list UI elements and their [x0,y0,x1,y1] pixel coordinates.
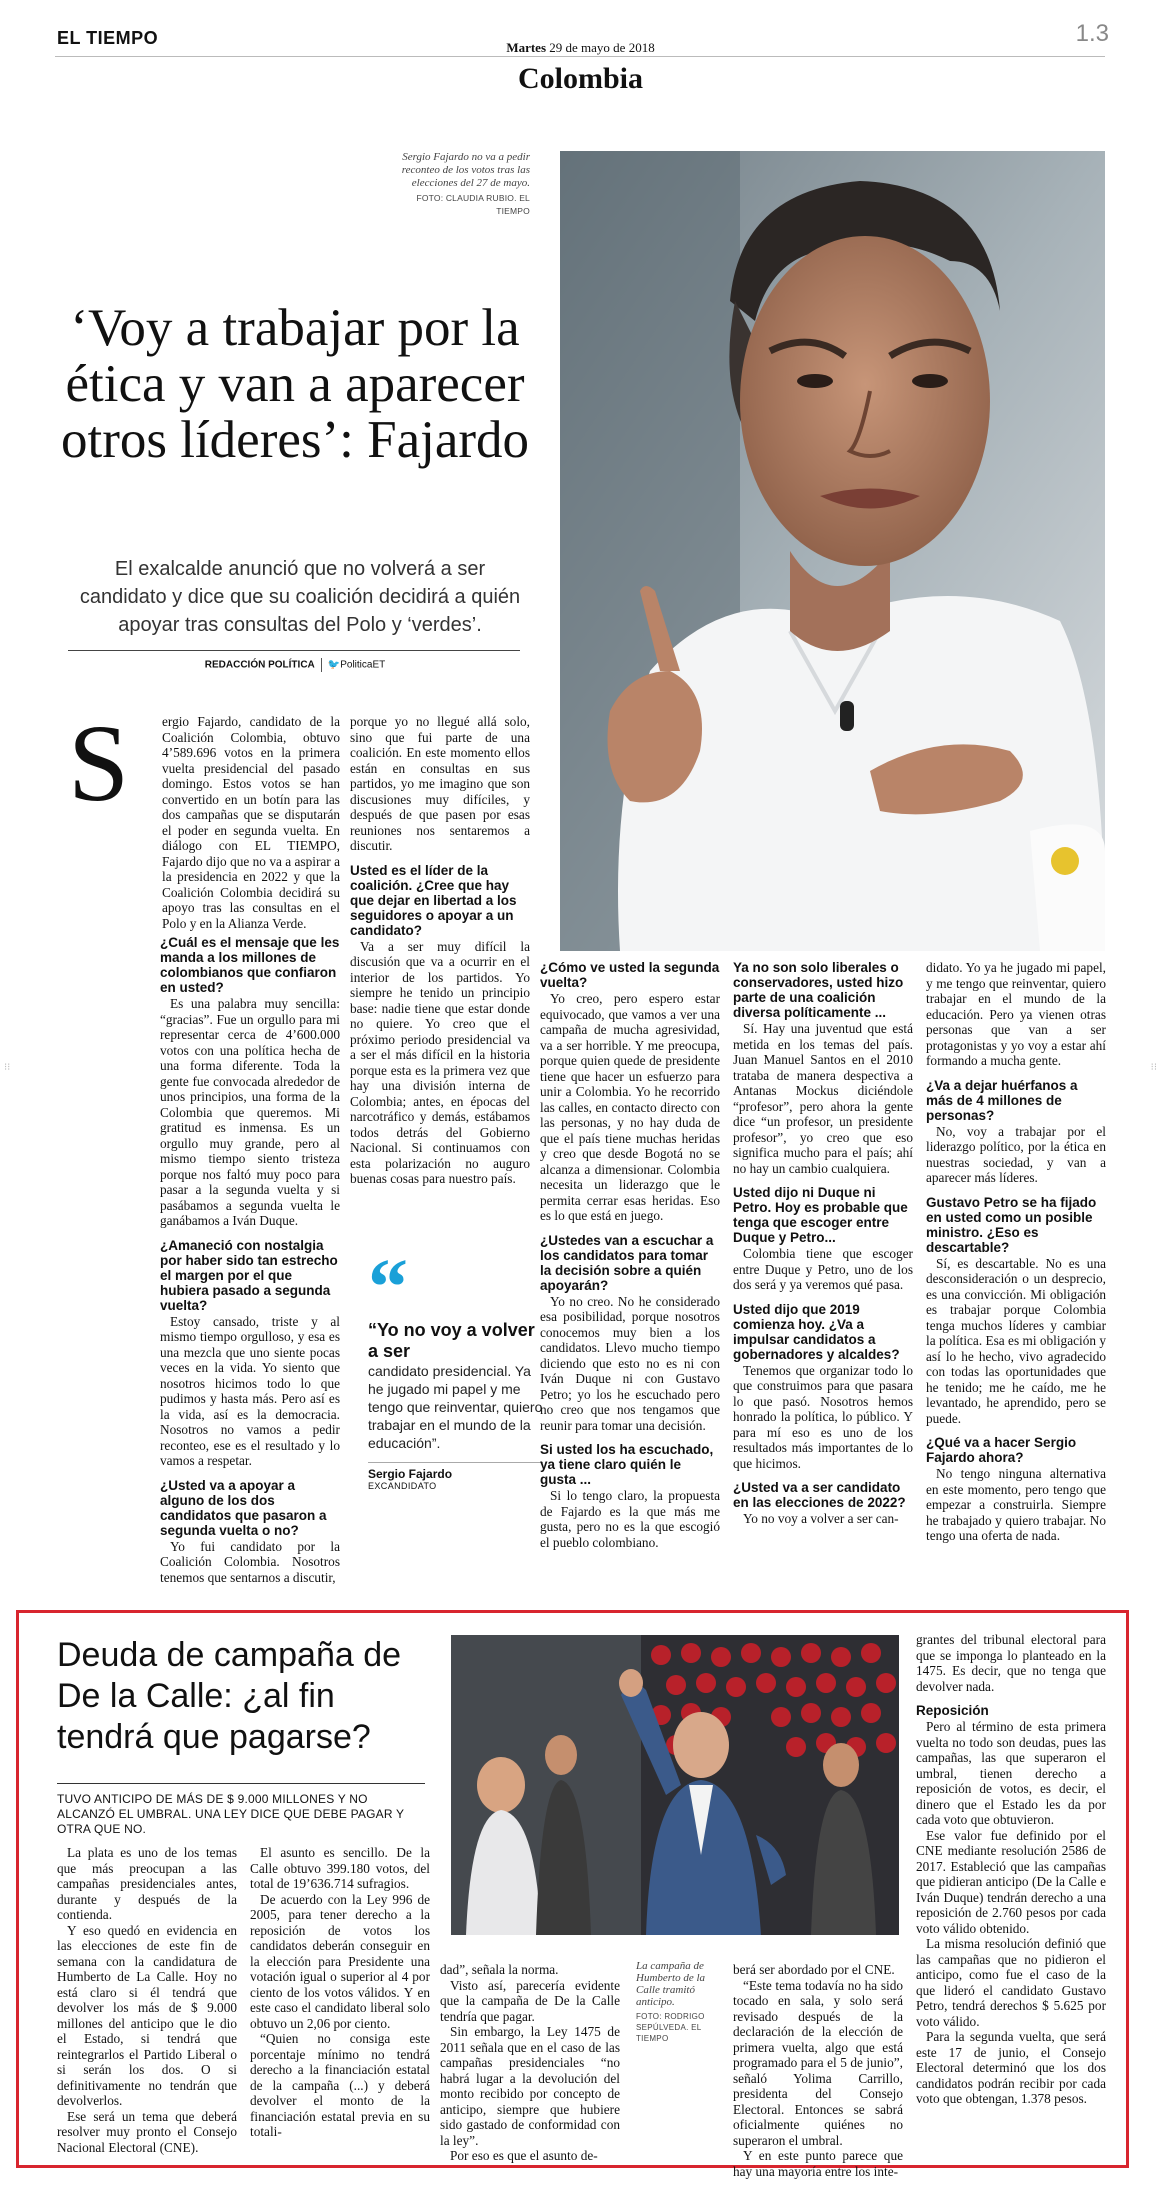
box-rule [57,1783,425,1784]
paragraph: Ese valor fue definido por el CNE mediante resolución 2586 de 2017. Estableció que las campañas que pidieran anticipo (De la Calle e Iván Duque) tendrán derecho a una reposición de 2.760 pesos por cada voto válido obtenido. [916,1827,1106,1936]
standfirst: El exalcalde anunció que no volverá a ser candidato y dice que su coalición decidirá a quién apoyar tras consultas del Polo y ‘verdes’. [79,558,521,636]
paragraph: Sin embargo, la Ley 1475 de 2011 señala que en el caso de las campañas presidenciales “no habrá lugar a la devolución del monto recibido por concepto de anticipo, siempre que hubiere sido gastado de conformidad con la ley”. [440,2024,620,2148]
date-rest: 29 de mayo de 2018 [549,40,655,55]
question: Usted dijo que 2019 comienza hoy. ¿Va a impulsar candidatos a gobernadores y alcaldes? [733,1301,900,1362]
box-col-5 [916,1632,1106,2107]
paragraph: De acuerdo con la Ley 996 de 2005, para tener derecho a la reposición de votos los candidatos deberán conseguir en la elección para Presidente una votación igual o superior al 4 por ciento de los votos válidos. Y en este caso el candidato liberal solo obtuvo un 2,06 por ciento. [250,1891,430,2031]
dateline [0,40,1161,56]
question: ¿Qué va a hacer Sergio Fajardo ahora? [926,1435,1077,1465]
question: ¿Cómo ve usted la segunda vuelta? [540,960,720,990]
answer: Yo creo, pero espero estar equivocado, que vamos a ver una campaña de mucha agresividad, va a ser horrible. Y me preocupa, porque quien quede de presidente tiene que hacer un esfuerzo para unir a Colombia. Yo he recorrido las calles, en contacto directo con las personas, y no hay duda de que el país tiene muchas heridas y creo que desde Bogotá no se alcanza a dimensionar. Colombia necesita un liderazgo que le permita cerrar esas heridas. Eso es lo que está en juego. [540,991,720,1223]
box-photo-caption-text: La campaña de Humberto de la Calle tramitó anticipo. [636,1960,706,2008]
box-photo-caption [636,1960,718,2044]
page-marker-left: ⁝⁝ [4,1062,11,1073]
section-title: Colombia [517,62,643,95]
answer: Estoy cansado, triste y al mismo tiempo orgulloso, y esa es una mezcla que uno siente pocas veces en la vida. Yo siento que nosotros hicimos todo lo que pudimos y hasta más. Pero así es la vida, así es la democracia. Nosotros no vamos a pedir reconteo, ese es el resultado y lo vamos a respetar. [160,1313,340,1468]
lead-paragraph: ergio Fajardo, candidato de la Coalición Colombia, obtuvo 4’589.696 votos en la primera vuelta presidencial del pasado domingo. Estos votos se han convertido en un botín para las dos campañas que se disputarán el poder en segunda vuelta. En diálogo con EL TIEMPO, Fajardo dijo que no va a aspirar a la presidencia en 2022 y que la Coalición Colombia decidirá su apoyo tras las consultas en el Polo y en la Alianza Verde. [162,714,340,931]
byline [70,658,520,672]
byline-twitter: PoliticaET [340,659,386,671]
paragraph: berá ser abordado por el CNE. [733,1962,895,1977]
quote-mark-icon: “ [368,1244,408,1332]
paragraph: La misma resolución definió que las campañas que no pidieron el anticipo, como fue el caso de la que lideró el candidato Gustavo Petro, tendrá derechos $ 5.625 por voto válido. [916,1936,1106,2029]
box-photo [451,1635,899,1935]
answer: Sí. Hay una juventud que está metida en los temas del país. Juan Manuel Santos en el 2010 trataba de manera despectiva a Antanas Mockus diciéndole “profesor”, pero ahora la gente dice “un profesor, un presidente profesor”, yo creo que eso significa mucho para el país; ahí no hay un cambio cualquiera. [733,1021,913,1176]
answer: Yo no creo. No he considerado esa posibilidad, porque nosotros conocemos muy bien a los candidatos. Llevo mucho tiempo diciendo que esto no es ni con Iván Duque ni con Gustavo Petro; yo los he escuchado pero no creo que nos tengamos que reunir para tomar una decisión. [540,1293,720,1433]
article-col-1-lead [162,714,340,931]
paragraph: grantes del tribunal electoral para que se imponga lo planteado en la 1475. Es decir, que no tenga que devolver nada. [916,1632,1106,1694]
box-col-3 [440,1962,620,2164]
paragraph: La plata es uno de los temas que más preocupan a las campañas presidenciales antes, durante y después de la contienda. [57,1845,237,1922]
photo-caption [395,151,530,218]
byline-rule [68,650,520,651]
box-col-1 [57,1845,237,2155]
paragraph: didato. Yo ya he jugado mi papel, y me tengo que reinventar, quiero trabajar en el mundo de la educación. Pero ya vienen otras personas que van a ser protagonistas y yo voy a estar ahí formando a mucha gente. [926,960,1106,1068]
photo-credit: FOTO: CLAUDIA RUBIO. EL TIEMPO [416,193,530,216]
answer: Colombia tiene que escoger entre Duque y Petro, uno de los dos será y ya veremos qué pasa. [733,1246,913,1292]
pull-quote-name: Sergio Fajardo [368,1462,543,1481]
paragraph: Visto así, parecería evidente que la campaña de De la Calle tendría que pagar. [440,1977,620,2024]
header-rule [55,56,1105,57]
page-number: 1.3 [1075,20,1109,47]
answer: No tengo ninguna alternativa en este momento, pero tengo que empezar a construirla. Siempre he trabajado y quiero trabajar. No tengo una oferta de nada. [926,1466,1106,1543]
portrait-illustration [560,151,1105,951]
answer: No, voy a trabajar por el liderazgo político, por la ética en nuestras sociedad, y van a aparecer más líderes. [926,1123,1106,1185]
question: ¿Ustedes van a escuchar a los candidatos para tomar la decisión sobre a quién apoyarán? [540,1232,714,1293]
article-col-4 [733,960,913,1527]
box-standfirst: TUVO ANTICIPO DE MÁS DE $ 9.000 MILLONES Y NO ALCANZÓ EL UMBRAL. UNA LEY DICE QUE DEBE PAGAR Y OTRA QUE NO. [57,1792,405,1836]
paragraph: Pero al término de esta primera vuelta no todo son deudas, pues las campañas, las que superaron el umbral, tienen derecho a reposición de votos, es decir, el dinero que el Estado les da por cada voto que obtuvieron. [916,1719,1106,1827]
pull-quote-lead: “Yo no voy a volver a ser [368,1320,535,1361]
question: Usted dijo ni Duque ni Petro. Hoy es probable que tenga que escoger entre Duque y Petro... [733,1185,908,1245]
answer: Es una palabra muy sencilla: “gracias”. Fue un orgullo para mi representar cerca de 4’600.000 votos con una política hecha de una forma diferente. Toda la gente fue convocada alrededor de unos principios, una forma de la Colombia que queremos. Mi gratitud es inmensa. Es un orgullo muy grande, pero al mismo tiempo siento tristeza porque nos faltó muy poco para pasar a la segunda vuelta y si pasábamos a segunda vuelta le ganábamos a Iván Duque. [160,996,340,1228]
question: ¿Va a dejar huérfanos a más de 4 millones de personas? [926,1077,1078,1123]
answer: Sí, es descartable. No es una desconsideración o un desprecio, es una convicción. Mi obligación es trabajar porque Colombia tenga muchos líderes y cambiar la política. Esa es mi obligación y así lo he hecho, vivo agradecido con todas las oportunidades que he tenido; me he caído, me he levantado, he aprendido, pero se puede. [926,1255,1106,1426]
question: ¿Amaneció con nostalgia por haber sido tan estrecho el margen por el que hubiera pasado a segunda vuelta? [160,1237,338,1313]
twitter-icon: 🐦 [327,659,341,671]
pull-quote-text: candidato presidencial. Ya he jugado mi papel y me tengo que reinventar, quiero trabajar en el mundo de la educación”. [368,1363,543,1451]
box-headline: Deuda de campaña de De la Calle: ¿al fin tendrá que pagarse? [57,1636,402,1756]
photo-caption-text: Sergio Fajardo no va a pedir reconteo de los votos tras las elecciones del 27 de mayo. [401,151,530,189]
page-marker-right: ⁝⁝ [1150,1062,1157,1073]
box-photo-credit: FOTO: RODRIGO SEPÚLVEDA. EL TIEMPO [636,2012,705,2043]
question: Ya no son solo liberales o conservadores, usted hizo parte de una coalición diversa políticamente ... [733,960,904,1020]
paragraph: El asunto es sencillo. De la Calle obtuvo 399.180 votos, del total de 19’636.714 sufragios. [250,1845,430,1891]
paragraph: Para la segunda vuelta, que será este 17 de junio, el Consejo Electoral determinó que los dos candidatos podrán recibir por cada voto que obtengan, 1.378 pesos. [916,2029,1106,2106]
answer: Yo no voy a volver a ser can- [743,1511,899,1526]
question: ¿Usted va a ser candidato en las elecciones de 2022? [733,1480,906,1510]
dropcap: S [68,702,130,824]
masthead: EL TIEMPO [57,28,159,48]
answer: Va a ser muy difícil la discusión que va a ocurrir en el interior de los partidos. Yo siempre he tenido un principio base: nadie tiene que estar donde no quiere. Yo creo que el próximo periodo presidencial va a ser el más difícil en la historia porque esta es la primera vez que hay una división interna de Colombia; antes, en épocas del narcotráfico y demás, estábamos todos detrás del Gobierno Nacional. Si continuamos con esta polarización no auguro buenas cosas para nuestro país. [350,938,530,1186]
date-day: Martes [506,40,547,55]
pull-quote [368,1244,543,1491]
paragraph: Ese será un tema que deberá resolver muy pronto el Consejo Nacional Electoral (CNE). [57,2108,237,2155]
question: ¿Cuál es el mensaje que les manda a los millones de colombianos que confiaron en usted? [160,935,340,995]
main-photo [560,151,1105,951]
paragraph: “Quien no consiga este porcentaje mínimo no tendrá derecho a la financiación estatal de la campaña (...) y deberá devolver el monto de la financiación estatal previa en su totali- [250,2031,430,2139]
article-col-5 [926,960,1106,1544]
subhead: Reposición [916,1703,989,1718]
box-col-2 [250,1845,430,2140]
answer: Yo fui candidato por la Coalición Colombia. Nosotros tenemos que sentarnos a discutir, [160,1538,340,1585]
article-col-1 [160,926,340,1585]
answer: Tenemos que organizar todo lo que construimos para que pasara lo que pasó. Nosotros hemos honrado la política, lo público. Y para mí eso es uno de los resultados más importantes de lo que hicimos. [733,1362,913,1471]
question: Si usted los ha escuchado, ya tiene claro quién le gusta ... [540,1442,714,1487]
paragraph: dad”, señala la norma. [440,1962,559,1977]
paragraph: porque yo no llegué allá solo, sino que fui parte de una coalición. En este momento ellos están en consultas en sus partidos, yo me imagino que son discusiones muy difíciles, y después de que pasen por esas reuniones nos sentaremos a discutir. [350,714,530,853]
paragraph: “Este tema todavía no ha sido tocado en sala, y solo será revisado después de la declaración de la elección de primera vuelta, algo que está programado para el 5 de junio”, señaló Yolima Carrillo, presidenta del Consejo Electoral. Entonces se sabrá oficialmente quiénes no superaron el umbral. [733,1977,903,2148]
pull-quote-role: EXCANDIDATO [368,1481,437,1491]
rally-illustration [451,1635,899,1935]
question: Usted es el líder de la coalición. ¿Cree que hay que dejar en libertad a los seguidores o apoyar a un candidato? [350,862,517,938]
headline: ‘Voy a trabajar por la ética y van a aparecer otros líderes’: Fajardo [60,299,530,469]
paragraph: Y en este punto parece que hay una mayoría entre los inte- [733,2148,903,2179]
article-col-2 [350,714,530,1187]
article-col-3 [540,960,720,1550]
question: Gustavo Petro se ha fijado en usted como un posible ministro. ¿Eso es descartable? [926,1194,1097,1255]
question: ¿Usted va a apoyar a alguno de los dos candidatos que pasaron a segunda vuelta o no? [160,1477,327,1538]
paragraph: Por eso es que el asunto de- [450,2148,598,2163]
answer: Si lo tengo claro, la propuesta de Fajardo es la que más me gusta, pero no es la que escogió el pueblo colombiano. [540,1488,720,1550]
byline-desk: REDACCIÓN POLÍTICA [204,659,315,671]
paragraph: Y eso quedó en evidencia en las elecciones de este fin de semana con la candidatura de Humberto de La Calle. Hoy no está claro si él tendrá que devolver los más de $ 9.000 millones del anticipo que le dio el Estado, si tendrá que reintegrarlos el Partido Liberal o si serán los dos. O si definitivamente no tendrán que devolverlos. [57,1922,237,2108]
box-col-4 [733,1962,903,2179]
